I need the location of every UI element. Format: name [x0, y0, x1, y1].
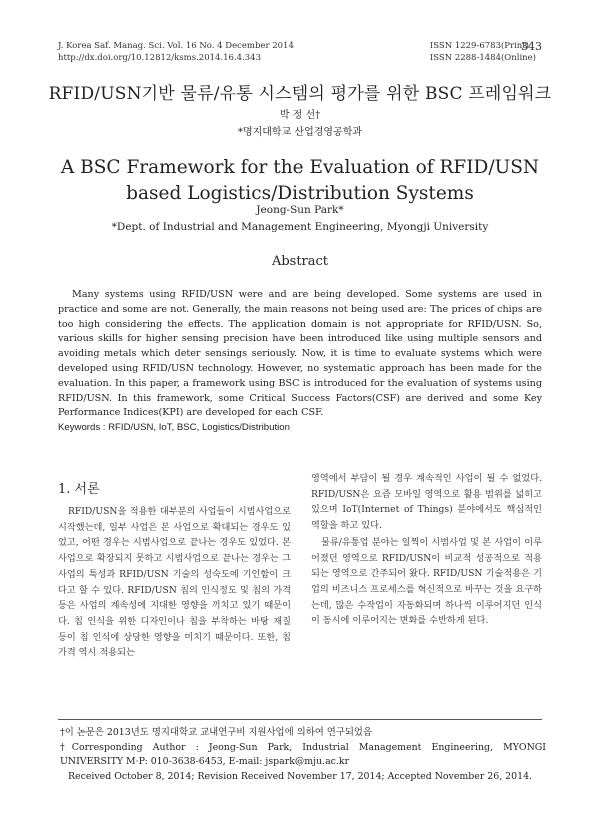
english-title: A BSC Framework for the Evaluation of RFID/USN based Logistics/Distribution Systems — [60, 157, 540, 204]
issn-print: ISSN 1229-6783(Print) — [429, 41, 529, 51]
keywords: Keywords : RFID/USN, IoT, BSC, Logistics/Distribution — [58, 422, 290, 433]
journal-citation: J. Korea Saf. Manag. Sci. Vol. 16 No. 4 December 2014 — [58, 41, 294, 51]
korean-affiliation: *명지대학교 산업경영공학과 — [237, 127, 363, 138]
doi-link[interactable]: http://dx.doi.org/10.12812/ksms.2014.16.4.343 — [58, 53, 261, 63]
issn-online: ISSN 2288-1484(Online) — [429, 53, 536, 63]
korean-title: RFID/USN기반 물류/유통 시스템의 평가를 위한 BSC 프레임워크 — [48, 84, 552, 104]
footnote-divider — [58, 719, 542, 720]
footnote-corresponding-author: †Corresponding Author : Jeong-Sun Park, Industrial Management Engineering, MYONGI UNIVERSITY M·P: 010-3638-6453, E-mail: jspark@mju.ac.kr — [60, 742, 546, 767]
section-heading: 1. 서론 — [58, 482, 100, 497]
body-left-column: RFID/USN을 적용한 대부분의 사업들이 시범사업으로 시작했는데, 일부 사업은 본 사업으로 확대되는 경우도 있었고, 어떤 경우는 시범사업으로 끝나는 경우도 있었다. 본 사업으로 확장되지 못하고 시범사업으로 끝나는 경우는 그 사업의 특성과 RFID/USN 기술의 성숙도에 기인함이 크다고 할 수 있다. RFID/USN 칩의 인식정도 및 칩의 가격 등은 사업의 계속성에 지대한 영향을 끼치고 있기 때문이다. 칩 인식을 위한 디자인이나 칩을 부착하는 바탕 재질 등이 칩 인식에 상당한 영향을 미치기 때문이다. 또한, 칩 가격 역시 적용되는 — [58, 506, 291, 659]
abstract-text: Many systems using RFID/USN were and are being developed. Some systems are used in practice and some are not. Generally, the main reasons not being used are: The prices of chips are too high considering the effects. The application domain is not appropriate for RFID/USN. So, various skills for higher sensing precision have been introduced like using multiple sensors and avoiding metals which deter sensings seriously. Now, it is time to evaluate systems which were developed using RFID/USN technology. However, no systematic approach has been made for the evaluation. In this paper, a framework using BSC is introduced for the evaluation of systems using RFID/USN. In this framework, some Critical Success Factors(CSF) are derived and some Key Performance Indices(KPI) are developed for each CSF. — [58, 289, 542, 419]
body-paragraph: 물류/유통업 분야는 일찍이 시범사업 및 본 사업이 이루어졌던 영역으로 RFID/USN이 비교적 성공적으로 적용되는 영역으로 간주되어 왔다. RFID/USN 기술적용은 기업의 비즈니스 프로세스를 혁신적으로 바꾸는 것을 요구하는데, 많은 수작업이 자동화되며 하나씩 이루어지던 인식이 동시에 이루어지는 변화를 수반하게 된다. — [311, 536, 542, 627]
footnote-funding: †이 논문은 2013년도 명지대학교 교내연구비 지원사업에 의하여 연구되었음 — [60, 727, 373, 738]
body-paragraph: 영역에서 부담이 될 경우 계속적인 사업이 될 수 없었다. RFID/USN은 요즘 모바일 영역으로 활용 범위를 넓히고 있으며 IoT(Internet of Things) 분야에서도 핵심적인 역할을 하고 있다. — [311, 473, 542, 532]
footnote-received-dates: Received October 8, 2014; Revision Received November 17, 2014; Accepted November 26, 2014. — [67, 771, 533, 782]
abstract-heading: Abstract — [271, 254, 329, 269]
english-author: Jeong-Sun Park* — [256, 204, 344, 216]
korean-author: 박 정 선† — [279, 110, 321, 121]
journal-header — [58, 40, 294, 64]
page-number: 343 — [521, 40, 542, 53]
body-right-column — [311, 471, 542, 629]
english-affiliation: *Dept. of Industrial and Management Engineering, Myongji University — [111, 221, 489, 233]
